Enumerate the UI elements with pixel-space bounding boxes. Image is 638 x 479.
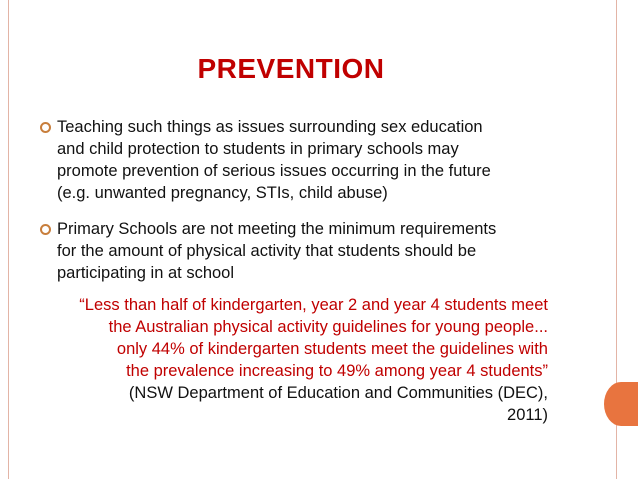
slide-title: PREVENTION	[197, 53, 385, 84]
quote-line: only 44% of kindergarten students meet the guidelines with	[116, 340, 548, 358]
citation-line: (NSW Department of Education and Communities (DEC),	[128, 384, 548, 402]
bullet-line: participating in at school	[57, 264, 235, 282]
bullet-line: (e.g. unwanted pregnancy, STIs, child abuse)	[57, 184, 388, 202]
bullet-text	[57, 218, 527, 284]
bullet-line: and child protection to students in primary schools may	[57, 140, 459, 158]
quote-block	[32, 294, 548, 426]
quote-line: the prevalence increasing to 49% among year 4 students”	[126, 362, 548, 380]
bullet-ring-icon	[38, 218, 52, 240]
bullet-line: Primary Schools are not meeting the minimum requirements	[57, 220, 497, 238]
accent-circle	[604, 382, 638, 426]
citation-line: 2011)	[507, 406, 548, 424]
quote-line: the Australian physical activity guidelines for young people...	[108, 318, 548, 336]
bullet-text	[57, 116, 527, 204]
bullet-line: promote prevention of serious issues occurring in the future	[57, 162, 491, 180]
quote-line: “Less than half of kindergarten, year 2 and year 4 students meet	[79, 296, 548, 314]
bullet-ring-icon	[38, 116, 52, 138]
bullet-line: for the amount of physical activity that students should be	[57, 242, 477, 260]
bullet-line: Teaching such things as issues surrounding sex education	[57, 118, 483, 136]
